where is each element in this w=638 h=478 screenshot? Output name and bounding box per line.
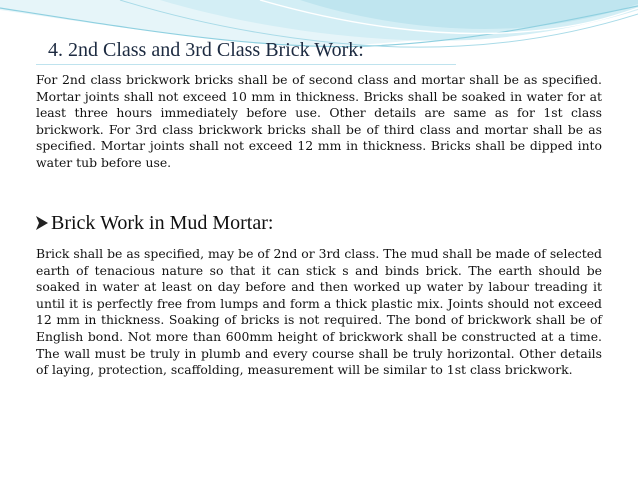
section-1-paragraph: For 2nd class brickwork bricks shall be of second class and mortar shall be as specified. Mortar joints shall not exceed 10 mm in thickness. Bricks shall be soaked in water for at least three hours immediately before use. Other details are same as for 1st class brickwork. For 3rd class brickwork bricks shall be of third class and mortar shall be as specified. Mortar joints shall not exceed 12 mm in thickness. Bricks shall be dipped into water tub before use. <box>36 72 602 170</box>
section-2-paragraph: Brick shall be as specified, may be of 2nd or 3rd class. The mud shall be made of selected earth of tenacious nature so that it can stick s and binds brick. The earth should be soaked in water at least on day before and then worked up water by labour treading it until it is perfectly free from lumps and form a thick plastic mix. Joints should not exceed 12 mm in thickness. Soaking of bricks is not required. The bond of brickwork shall be of English bond. Not more than 600mm height of brickwork shall be constructed at a time. The wall must be truly in plumb and every course shall be truly horizontal. Other details of laying, protection, scaffolding, measurement will be similar to 1st class brickwork. <box>36 246 602 378</box>
heading-underline <box>36 64 456 65</box>
section-1-heading: 4. 2nd Class and 3rd Class Brick Work: <box>48 39 364 61</box>
section-2-heading: Brick Work in Mud Mortar: <box>51 212 274 234</box>
arrow-bullet-icon <box>36 216 48 230</box>
section-2-heading-row <box>36 211 273 235</box>
